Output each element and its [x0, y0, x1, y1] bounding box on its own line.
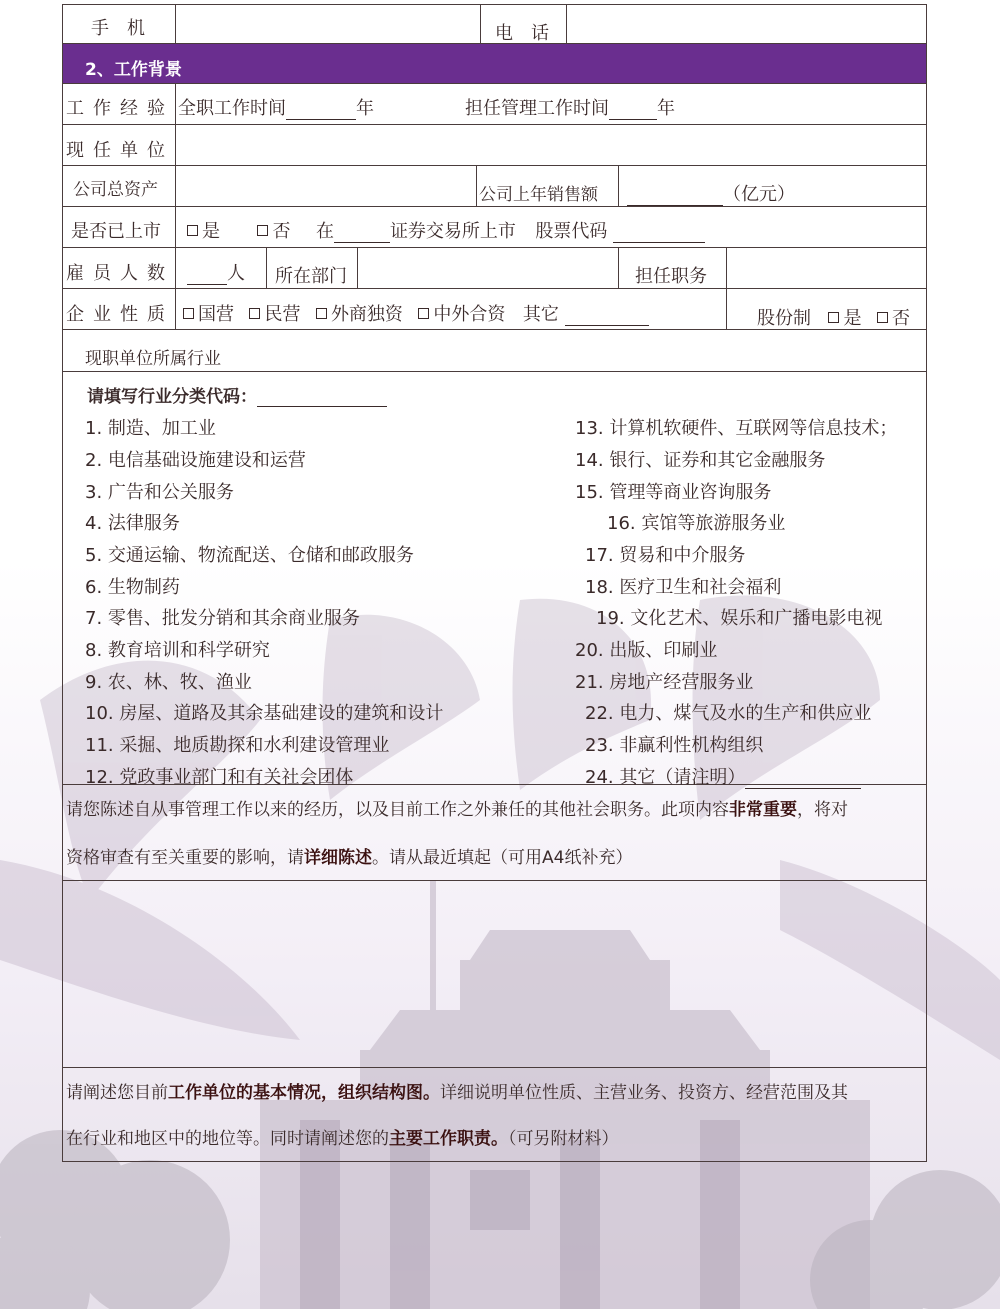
- industry-item: 5. 交通运输、物流配送、仓储和邮政服务: [85, 545, 414, 566]
- nature-foreign-checkbox[interactable]: [316, 308, 327, 319]
- industry-code-input[interactable]: [257, 390, 387, 407]
- listed-options: [187, 217, 705, 243]
- industry-item: 6. 生物制药: [85, 577, 180, 598]
- unit-emphasis: 主要工作职责。: [389, 1129, 508, 1149]
- listed-label: 是否已上市: [71, 221, 161, 242]
- staff-unit: 人: [227, 263, 245, 284]
- nature-jv-label: 中外合资: [433, 304, 506, 325]
- industry-item: 18. 医疗卫生和社会福利: [585, 577, 782, 598]
- contact-row: [62, 4, 927, 44]
- listed-yes-checkbox[interactable]: [187, 225, 198, 236]
- industry-item: 20. 出版、印刷业: [575, 640, 718, 661]
- company-row: [62, 166, 927, 207]
- nature-label: 企业性质: [66, 304, 174, 325]
- mgmt-years-input[interactable]: [609, 103, 657, 120]
- share-label: 股份制: [757, 308, 811, 329]
- career-emphasis: 详细陈述: [304, 848, 372, 868]
- fulltime-prefix: 全职工作时间: [178, 98, 286, 119]
- career-text: 。请从最近填起（可用A4纸补充）: [372, 848, 633, 868]
- experience-label: 工作经验: [66, 98, 174, 119]
- unit-text: 请阐述您目前: [66, 1083, 168, 1103]
- nature-state-checkbox[interactable]: [183, 308, 194, 319]
- stock-code-label: 股票代码: [535, 221, 608, 242]
- phone-input[interactable]: [567, 5, 926, 43]
- industry-section: [62, 330, 927, 788]
- mobile-label: 手 机: [91, 18, 145, 39]
- unit-info-row: [62, 1068, 927, 1162]
- sales-input[interactable]: [627, 189, 723, 206]
- nature-other-input[interactable]: [565, 309, 649, 326]
- industry-item: 23. 非赢利性机构组织: [585, 735, 764, 756]
- industry-code-field: [87, 382, 387, 407]
- career-line-1: [66, 795, 848, 820]
- unit-line-1: [66, 1078, 848, 1103]
- sales-label: 公司上年销售额: [479, 185, 598, 205]
- industry-item: 10. 房屋、道路及其余基础建设的建筑和设计: [85, 703, 444, 724]
- industry-item: 2. 电信基础设施建设和运营: [85, 450, 306, 471]
- phone-label: 电 话: [495, 23, 549, 44]
- assets-label: 公司总资产: [73, 180, 158, 200]
- industry-item: 15. 管理等商业咨询服务: [575, 482, 772, 503]
- staff-row: [62, 248, 927, 289]
- industry-item: 17. 贸易和中介服务: [585, 545, 746, 566]
- unit-text: 详细说明单位性质、主营业务、投资方、经营范围及其: [440, 1083, 848, 1103]
- industry-item: 4. 法律服务: [85, 513, 180, 534]
- sales-unit: （亿元）: [723, 184, 795, 205]
- nature-state-label: 国营: [198, 304, 234, 325]
- dept-input[interactable]: [358, 248, 618, 288]
- section-title: 2、工作背景: [85, 60, 182, 80]
- staff-count-input[interactable]: [187, 268, 227, 285]
- share-no-label: 否: [891, 308, 910, 329]
- career-input-area[interactable]: [62, 881, 927, 1068]
- management-years: [465, 94, 675, 120]
- career-text: ，将对: [797, 800, 848, 820]
- industry-item: 11. 采掘、地质勘探和水利建设管理业: [85, 735, 390, 756]
- industry-item: 19. 文化艺术、娱乐和广播电影电视: [596, 608, 883, 629]
- nature-private-checkbox[interactable]: [249, 308, 260, 319]
- career-text: 请您陈述自从事管理工作以来的经历，以及目前工作之外兼任的其他社会职务。此项内容: [66, 800, 729, 820]
- industry-item: 7. 零售、批发分销和其余商业服务: [85, 608, 360, 629]
- staff-label: 雇员人数: [66, 263, 174, 284]
- fulltime-unit: 年: [356, 98, 374, 119]
- employer-row: [62, 125, 927, 166]
- nature-options: [183, 300, 649, 326]
- career-emphasis: 非常重要: [729, 800, 797, 820]
- career-text: 资格审查有至关重要的影响，请: [66, 848, 304, 868]
- assets-input[interactable]: [176, 166, 476, 206]
- industry-item: 16. 宾馆等旅游服务业: [607, 513, 786, 534]
- listed-yes-label: 是: [202, 221, 220, 242]
- nature-row: [62, 289, 927, 330]
- industry-item: 12. 党政事业部门和有关社会团体: [85, 767, 354, 788]
- unit-text: 在行业和地区中的地位等。同时请阐述您的: [66, 1129, 389, 1149]
- listed-no-label: 否: [272, 221, 291, 242]
- unit-text: （可另附材料）: [508, 1129, 619, 1149]
- share-options: [757, 304, 910, 330]
- industry-item: 14. 银行、证券和其它金融服务: [575, 450, 826, 471]
- mgmt-prefix: 担任管理工作时间: [465, 98, 609, 119]
- application-form: [62, 4, 927, 1162]
- industry-item: 1. 制造、加工业: [85, 418, 216, 439]
- unit-emphasis: 工作单位的基本情况，组织结构图。: [168, 1083, 440, 1103]
- share-yes-checkbox[interactable]: [828, 312, 839, 323]
- experience-row: [62, 84, 927, 125]
- industry-item: 22. 电力、煤气及水的生产和供应业: [585, 703, 872, 724]
- exchange-suffix: 证券交易所上市: [389, 221, 516, 242]
- industry-item: 13. 计算机软硬件、互联网等信息技术；: [575, 418, 898, 439]
- fulltime-years: [178, 94, 374, 120]
- position-input[interactable]: [727, 248, 926, 288]
- industry-item: 21. 房地产经营服务业: [575, 672, 754, 693]
- exchange-input[interactable]: [334, 226, 390, 243]
- nature-other-label: 其它: [522, 304, 559, 325]
- industry-label: 现职单位所属行业: [85, 349, 221, 369]
- industry-item: 8. 教育培训和科学研究: [85, 640, 270, 661]
- stock-code-input[interactable]: [613, 226, 705, 243]
- nature-private-label: 民营: [264, 304, 301, 325]
- dept-label: 所在部门: [275, 266, 347, 287]
- career-line-2: [66, 843, 632, 868]
- employer-input[interactable]: [176, 125, 926, 165]
- share-no-checkbox[interactable]: [877, 312, 888, 323]
- industry-other-label: 24. 其它（请注明）: [585, 767, 746, 788]
- fulltime-years-input[interactable]: [286, 103, 356, 120]
- nature-foreign-label: 外商独资: [330, 304, 403, 325]
- staff-count: [187, 259, 245, 285]
- industry-item: 3. 广告和公关服务: [85, 482, 234, 503]
- mgmt-unit: 年: [657, 98, 675, 119]
- listed-at-label: 在: [315, 221, 334, 242]
- mobile-input[interactable]: [176, 5, 480, 43]
- position-label: 担任职务: [635, 266, 707, 287]
- industry-item: 9. 农、林、牧、渔业: [85, 672, 252, 693]
- sales-value: [627, 180, 795, 206]
- employer-label: 现任单位: [66, 140, 174, 161]
- nature-jv-checkbox[interactable]: [418, 308, 429, 319]
- listed-row: [62, 207, 927, 248]
- section-header-work-background: [62, 44, 927, 84]
- career-prompt-row: [62, 785, 927, 881]
- unit-line-2: [66, 1124, 619, 1149]
- industry-prompt: 请填写行业分类代码：: [87, 387, 257, 407]
- share-yes-label: 是: [843, 308, 862, 329]
- listed-no-checkbox[interactable]: [257, 225, 268, 236]
